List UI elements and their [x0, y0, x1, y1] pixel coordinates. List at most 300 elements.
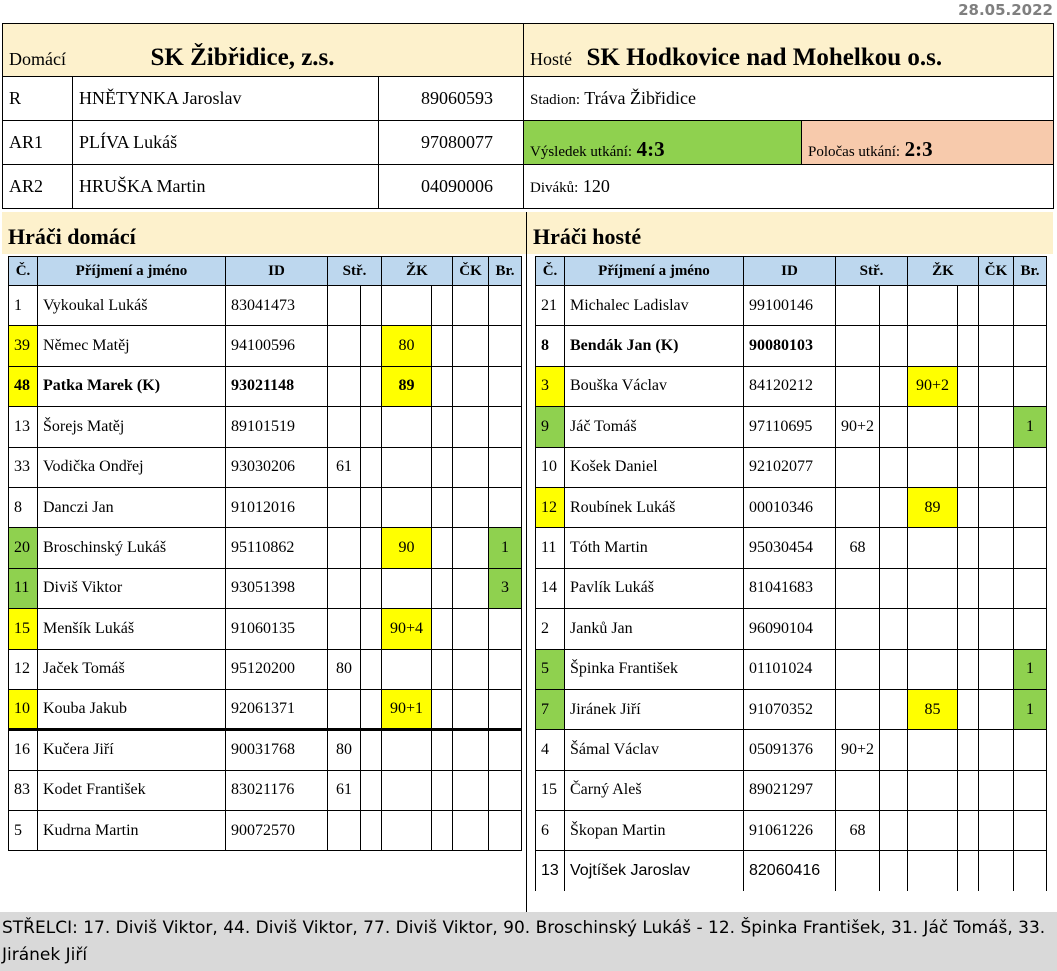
player-red-card	[979, 649, 1014, 689]
blank-cell	[361, 487, 382, 527]
player-goals	[489, 649, 522, 689]
player-number: 15	[9, 609, 38, 649]
player-id: 94100596	[226, 326, 328, 366]
player-red-card	[453, 407, 489, 447]
player-number: 20	[9, 528, 38, 568]
stadium-value: Tráva Žibřidice	[584, 88, 697, 108]
player-substitution	[328, 609, 361, 649]
player-name: Michalec Ladislav	[565, 286, 744, 326]
halftime-label: Poločas utkání:	[808, 144, 901, 160]
table-row	[9, 730, 522, 770]
player-id: 96090104	[744, 609, 836, 649]
player-goals	[1014, 770, 1047, 810]
table-row	[9, 447, 522, 487]
blank-cell	[958, 811, 979, 851]
player-number: 39	[9, 326, 38, 366]
player-yellow-card	[382, 447, 432, 487]
official-name: HRUŠKA Martin	[73, 165, 379, 209]
blank-cell	[432, 568, 453, 608]
table-row	[536, 811, 1047, 851]
blank-cell	[361, 568, 382, 608]
player-id: 97110695	[744, 407, 836, 447]
player-yellow-card	[382, 487, 432, 527]
player-number: 5	[9, 811, 38, 851]
away-panel-title: Hráči hosté	[527, 212, 1053, 254]
player-name: Kouba Jakub	[38, 689, 226, 729]
player-id: 93021148	[226, 366, 328, 406]
blank-cell	[880, 326, 908, 366]
table-row	[9, 689, 522, 729]
player-red-card	[453, 689, 489, 729]
player-red-card	[979, 811, 1014, 851]
col-number: Č.	[536, 257, 565, 286]
blank-cell	[880, 851, 908, 891]
blank-cell	[958, 609, 979, 649]
player-id: 00010346	[744, 487, 836, 527]
player-name: Šámal Václav	[565, 730, 744, 770]
blank-cell	[361, 286, 382, 326]
player-substitution	[836, 326, 880, 366]
player-id: 91012016	[226, 487, 328, 527]
player-red-card	[979, 689, 1014, 729]
player-red-card	[453, 487, 489, 527]
player-red-card	[453, 326, 489, 366]
player-substitution	[328, 568, 361, 608]
player-number: 15	[536, 770, 565, 810]
player-substitution: 90+2	[836, 730, 880, 770]
player-id: 89101519	[226, 407, 328, 447]
col-yellow-card: ŽK	[908, 257, 979, 286]
player-goals	[489, 286, 522, 326]
player-yellow-card: 90+1	[382, 689, 432, 729]
player-name: Němec Matěj	[38, 326, 226, 366]
player-goals	[1014, 609, 1047, 649]
table-row	[536, 366, 1047, 406]
player-goals	[1014, 326, 1047, 366]
player-number: 13	[9, 407, 38, 447]
home-team-name: SK Žibřidice, z.s.	[150, 44, 335, 71]
player-name: Danczi Jan	[38, 487, 226, 527]
player-red-card	[453, 730, 489, 770]
player-id: 92102077	[744, 447, 836, 487]
player-number: 13	[536, 851, 565, 891]
player-name: Škopan Martin	[565, 811, 744, 851]
player-name: Jiránek Jiří	[565, 689, 744, 729]
player-substitution	[328, 326, 361, 366]
player-yellow-card	[908, 407, 958, 447]
table-row	[536, 689, 1047, 729]
player-yellow-card	[908, 528, 958, 568]
player-name: Broschinský Lukáš	[38, 528, 226, 568]
player-name: Diviš Viktor	[38, 568, 226, 608]
player-id: 05091376	[744, 730, 836, 770]
player-number: 4	[536, 730, 565, 770]
player-yellow-card	[382, 730, 432, 770]
player-red-card	[979, 528, 1014, 568]
player-goals: 1	[1014, 407, 1047, 447]
official-id: 89060593	[379, 77, 524, 121]
col-name: Příjmení a jméno	[38, 257, 226, 286]
table-row	[9, 811, 522, 851]
table-row	[536, 649, 1047, 689]
player-yellow-card	[908, 286, 958, 326]
player-id: 83041473	[226, 286, 328, 326]
player-yellow-card	[382, 649, 432, 689]
official-id: 97080077	[379, 121, 524, 165]
blank-cell	[432, 811, 453, 851]
player-yellow-card	[908, 609, 958, 649]
blank-cell	[432, 447, 453, 487]
player-substitution: 80	[328, 649, 361, 689]
player-substitution	[836, 609, 880, 649]
player-id: 90080103	[744, 326, 836, 366]
player-yellow-card: 89	[908, 487, 958, 527]
player-goals: 1	[1014, 649, 1047, 689]
col-name: Příjmení a jméno	[565, 257, 744, 286]
player-goals	[489, 487, 522, 527]
away-team-cell	[524, 24, 1054, 77]
spectators-cell	[524, 165, 1054, 209]
player-id: 89021297	[744, 770, 836, 810]
table-row	[536, 609, 1047, 649]
blank-cell	[361, 770, 382, 810]
blank-cell	[880, 770, 908, 810]
player-substitution: 80	[328, 730, 361, 770]
player-yellow-card	[382, 811, 432, 851]
home-players-body	[9, 286, 522, 851]
player-red-card	[453, 447, 489, 487]
player-substitution	[836, 286, 880, 326]
col-id: ID	[744, 257, 836, 286]
player-goals	[489, 689, 522, 729]
scorers-bar: STŘELCI: 17. Diviš Viktor, 44. Diviš Viktor, 77. Diviš Viktor, 90. Broschinský Lukáš - 12. Špinka František, 31. Jáč Tomáš, 33. Jiránek Jiří	[0, 912, 1057, 971]
col-goals: Br.	[489, 257, 522, 286]
player-substitution	[836, 689, 880, 729]
blank-cell	[880, 487, 908, 527]
col-red-card: ČK	[979, 257, 1014, 286]
player-red-card	[979, 770, 1014, 810]
blank-cell	[958, 730, 979, 770]
blank-cell	[880, 568, 908, 608]
player-substitution	[328, 366, 361, 406]
player-goals	[1014, 568, 1047, 608]
player-substitution: 90+2	[836, 407, 880, 447]
player-red-card	[453, 366, 489, 406]
player-id: 90072570	[226, 811, 328, 851]
player-substitution	[328, 689, 361, 729]
blank-cell	[958, 851, 979, 891]
player-id: 91060135	[226, 609, 328, 649]
blank-cell	[880, 366, 908, 406]
player-goals: 1	[489, 528, 522, 568]
player-number: 33	[9, 447, 38, 487]
player-red-card	[979, 730, 1014, 770]
player-yellow-card	[382, 568, 432, 608]
table-row	[536, 407, 1047, 447]
player-goals	[1014, 851, 1047, 891]
player-name: Pavlík Lukáš	[565, 568, 744, 608]
player-substitution	[328, 407, 361, 447]
player-number: 8	[536, 326, 565, 366]
blank-cell	[958, 568, 979, 608]
blank-cell	[432, 366, 453, 406]
blank-cell	[958, 528, 979, 568]
blank-cell	[958, 326, 979, 366]
player-goals: 1	[1014, 689, 1047, 729]
player-yellow-card	[908, 730, 958, 770]
player-number: 12	[9, 649, 38, 689]
away-players-body	[536, 286, 1047, 892]
player-goals: 3	[489, 568, 522, 608]
table-row	[536, 568, 1047, 608]
blank-cell	[361, 811, 382, 851]
blank-cell	[432, 528, 453, 568]
blank-cell	[880, 609, 908, 649]
blank-cell	[432, 326, 453, 366]
col-number: Č.	[9, 257, 38, 286]
match-header	[2, 23, 1053, 211]
blank-cell	[880, 689, 908, 729]
player-substitution	[836, 366, 880, 406]
official-name: HNĚTYNKA Jaroslav	[73, 77, 379, 121]
home-label: Domácí	[9, 49, 66, 69]
player-red-card	[453, 770, 489, 810]
player-number: 6	[536, 811, 565, 851]
player-goals	[489, 730, 522, 770]
player-red-card	[979, 366, 1014, 406]
blank-cell	[958, 689, 979, 729]
player-substitution: 61	[328, 770, 361, 810]
player-number: 12	[536, 487, 565, 527]
blank-cell	[958, 447, 979, 487]
player-name: Tóth Martin	[565, 528, 744, 568]
player-yellow-card	[908, 326, 958, 366]
player-red-card	[453, 649, 489, 689]
blank-cell	[361, 730, 382, 770]
player-number: 48	[9, 366, 38, 406]
player-id: 93051398	[226, 568, 328, 608]
player-number: 14	[536, 568, 565, 608]
blank-cell	[432, 689, 453, 729]
player-name: Menšík Lukáš	[38, 609, 226, 649]
table-row	[9, 528, 522, 568]
player-yellow-card	[382, 407, 432, 447]
player-name: Bendák Jan (K)	[565, 326, 744, 366]
player-id: 01101024	[744, 649, 836, 689]
player-red-card	[453, 568, 489, 608]
away-label: Hosté	[530, 49, 572, 69]
player-id: 90031768	[226, 730, 328, 770]
player-goals	[489, 609, 522, 649]
halftime-value: 2:3	[904, 137, 933, 161]
player-id: 82060416	[744, 851, 836, 891]
player-yellow-card	[908, 649, 958, 689]
player-number: 3	[536, 366, 565, 406]
blank-cell	[432, 649, 453, 689]
player-red-card	[979, 851, 1014, 891]
blank-cell	[880, 447, 908, 487]
player-yellow-card: 90+2	[908, 366, 958, 406]
away-team-name: SK Hodkovice nad Mohelkou o.s.	[586, 44, 943, 71]
blank-cell	[432, 286, 453, 326]
player-name: Čarný Aleš	[565, 770, 744, 810]
player-substitution	[836, 851, 880, 891]
player-name: Vykoukal Lukáš	[38, 286, 226, 326]
col-substitution: Stř.	[328, 257, 382, 286]
official-role: AR2	[3, 165, 73, 209]
table-row	[536, 487, 1047, 527]
blank-cell	[361, 447, 382, 487]
player-red-card	[453, 286, 489, 326]
player-name: Patka Marek (K)	[38, 366, 226, 406]
player-substitution: 61	[328, 447, 361, 487]
table-row	[536, 286, 1047, 326]
result-cell	[524, 121, 802, 165]
spectators-label: Diváků:	[530, 180, 579, 196]
player-substitution	[328, 286, 361, 326]
player-goals	[1014, 487, 1047, 527]
player-red-card	[979, 326, 1014, 366]
home-players-table	[8, 256, 522, 851]
player-yellow-card	[908, 770, 958, 810]
player-red-card	[979, 286, 1014, 326]
player-number: 10	[536, 447, 565, 487]
blank-cell	[361, 326, 382, 366]
blank-cell	[361, 609, 382, 649]
player-yellow-card: 89	[382, 366, 432, 406]
player-goals	[489, 366, 522, 406]
player-goals	[489, 811, 522, 851]
player-name: Kudrna Martin	[38, 811, 226, 851]
col-substitution: Stř.	[836, 257, 908, 286]
official-role: R	[3, 77, 73, 121]
player-name: Špinka František	[565, 649, 744, 689]
table-row	[9, 609, 522, 649]
player-substitution	[328, 487, 361, 527]
player-red-card	[979, 568, 1014, 608]
col-id: ID	[226, 257, 328, 286]
player-red-card	[979, 609, 1014, 649]
player-name: Kučera Jiří	[38, 730, 226, 770]
blank-cell	[958, 366, 979, 406]
player-yellow-card: 85	[908, 689, 958, 729]
home-team-cell	[3, 24, 524, 77]
player-yellow-card	[382, 770, 432, 810]
player-red-card	[979, 407, 1014, 447]
player-number: 1	[9, 286, 38, 326]
player-number: 9	[536, 407, 565, 447]
table-row	[9, 568, 522, 608]
away-panel	[527, 212, 1053, 912]
player-number: 2	[536, 609, 565, 649]
player-name: Vojtíšek Jaroslav	[565, 851, 744, 891]
player-number: 5	[536, 649, 565, 689]
player-substitution	[328, 528, 361, 568]
player-number: 11	[536, 528, 565, 568]
table-row	[9, 326, 522, 366]
col-goals: Br.	[1014, 257, 1047, 286]
result-value: 4:3	[636, 137, 665, 161]
blank-cell	[958, 649, 979, 689]
player-id: 95030454	[744, 528, 836, 568]
blank-cell	[361, 366, 382, 406]
player-name: Šorejs Matěj	[38, 407, 226, 447]
player-goals	[489, 770, 522, 810]
player-yellow-card	[382, 286, 432, 326]
player-name: Janků Jan	[565, 609, 744, 649]
table-row	[9, 770, 522, 810]
player-substitution	[836, 770, 880, 810]
table-row	[536, 730, 1047, 770]
table-row	[9, 286, 522, 326]
table-row	[9, 649, 522, 689]
table-row	[536, 851, 1047, 891]
match-date: 28.05.2022	[958, 1, 1053, 19]
player-id: 99100146	[744, 286, 836, 326]
blank-cell	[880, 407, 908, 447]
table-row	[536, 528, 1047, 568]
player-goals	[489, 447, 522, 487]
blank-cell	[361, 649, 382, 689]
player-number: 10	[9, 689, 38, 729]
player-name: Jáč Tomáš	[565, 407, 744, 447]
player-goals	[1014, 286, 1047, 326]
player-goals	[489, 326, 522, 366]
home-panel-title: Hráči domácí	[2, 212, 526, 254]
official-role: AR1	[3, 121, 73, 165]
player-id: 83021176	[226, 770, 328, 810]
official-id: 04090006	[379, 165, 524, 209]
table-row	[9, 366, 522, 406]
home-panel	[2, 212, 527, 912]
player-yellow-card	[908, 447, 958, 487]
blank-cell	[432, 407, 453, 447]
player-id: 81041683	[744, 568, 836, 608]
table-row	[536, 770, 1047, 810]
stadium-label: Stadion:	[530, 92, 581, 108]
table-row	[9, 487, 522, 527]
player-red-card	[979, 487, 1014, 527]
player-goals	[489, 407, 522, 447]
blank-cell	[432, 770, 453, 810]
blank-cell	[880, 730, 908, 770]
player-red-card	[979, 447, 1014, 487]
player-yellow-card: 90	[382, 528, 432, 568]
player-substitution: 68	[836, 528, 880, 568]
player-yellow-card	[908, 811, 958, 851]
blank-cell	[880, 528, 908, 568]
player-goals	[1014, 366, 1047, 406]
table-row	[536, 447, 1047, 487]
stadium-cell	[524, 77, 1054, 121]
blank-cell	[880, 811, 908, 851]
blank-cell	[432, 487, 453, 527]
player-goals	[1014, 528, 1047, 568]
player-name: Vodička Ondřej	[38, 447, 226, 487]
player-id: 93030206	[226, 447, 328, 487]
spectators-value: 120	[582, 176, 610, 196]
result-label: Výsledek utkání:	[530, 144, 633, 160]
blank-cell	[958, 487, 979, 527]
blank-cell	[958, 286, 979, 326]
blank-cell	[880, 649, 908, 689]
player-id: 95120200	[226, 649, 328, 689]
blank-cell	[361, 407, 382, 447]
table-row	[536, 326, 1047, 366]
blank-cell	[880, 286, 908, 326]
player-yellow-card: 80	[382, 326, 432, 366]
player-yellow-card	[908, 851, 958, 891]
